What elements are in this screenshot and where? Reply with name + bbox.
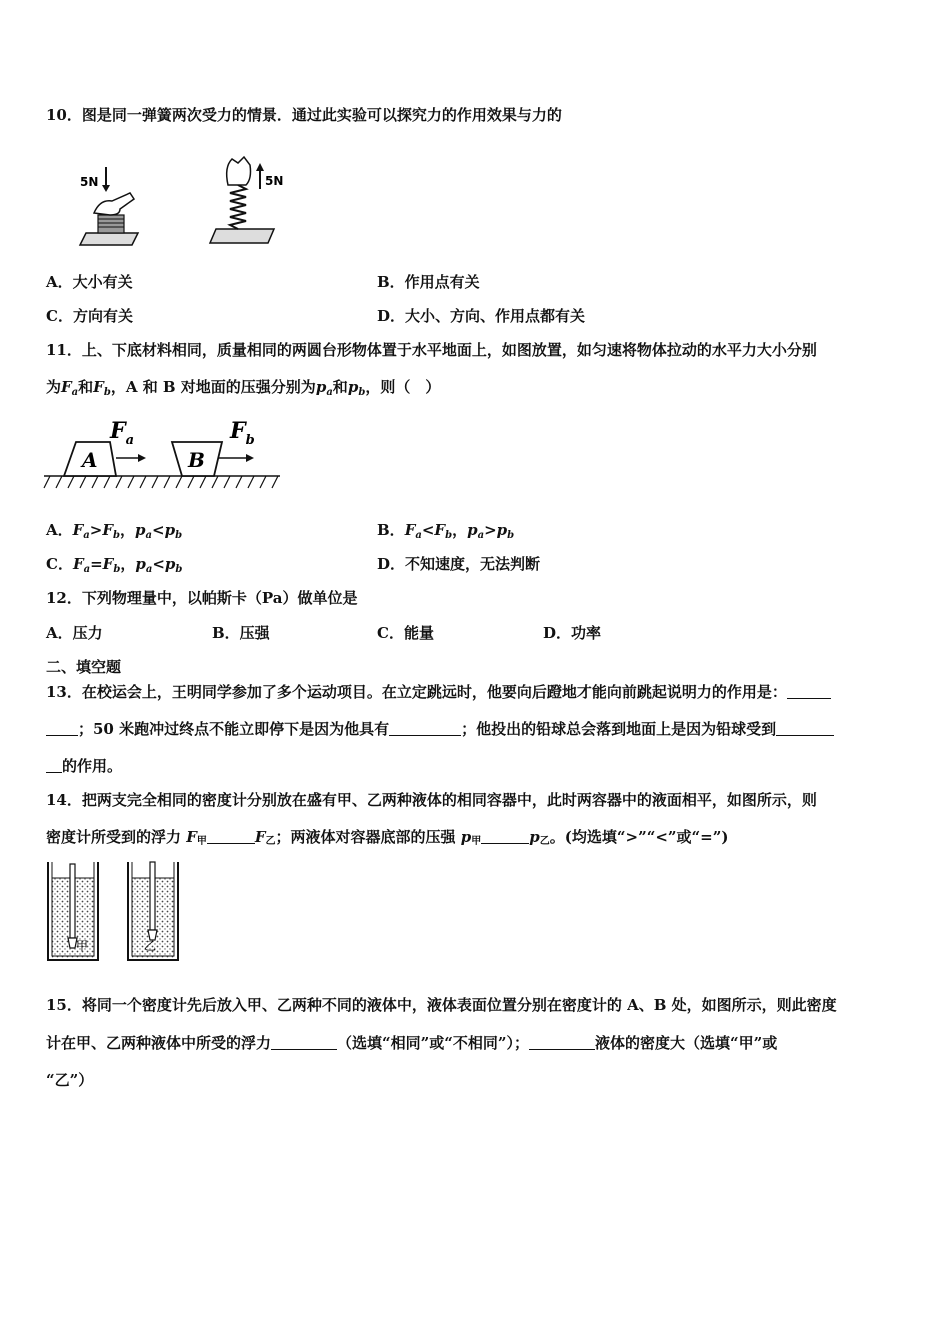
q10-option-d[interactable]: D．大小、方向、作用点都有关 <box>377 307 586 325</box>
q13-blank-1-cont[interactable] <box>46 721 78 736</box>
q11-stem-line1: 11．上、下底材料相同，质量相同的两圆台形物体置于水平地面上，如图放置，如匀速将物体拉动的水平力大小分别 <box>46 341 817 359</box>
q13-line1: 13．在校运会上，王明同学参加了多个运动项目。在立定跳远时，他要向后蹬地才能向前跳起说明力的作用是： <box>46 681 831 702</box>
q11-force-b-label: $F_b$ <box>230 418 255 448</box>
q15-line3: “乙”） <box>46 1071 94 1089</box>
q14-blank-2[interactable] <box>481 829 529 844</box>
q10-option-b[interactable]: B．作用点有关 <box>377 273 480 291</box>
q15-line1: 15．将同一个密度计先后放入甲、乙两种不同的液体中，液体表面位置分别在密度计的 A、B 处，如图所示，则此密度 <box>46 996 837 1014</box>
q12-stem: 12．下列物理量中，以帕斯卡（Pa）做单位是 <box>46 589 358 607</box>
q13-line3: 的作用。 <box>46 755 122 776</box>
q12-option-c[interactable]: C．能量 <box>377 624 434 642</box>
q11-option-a[interactable]: A．$F_a>F_b$，$p_a<p_b$ <box>46 521 183 541</box>
q10-option-c[interactable]: C．方向有关 <box>46 307 133 325</box>
q10-stem: 10．图是同一弹簧两次受力的情景．通过此实验可以探究力的作用效果与力的 <box>46 106 562 124</box>
q11-option-c[interactable]: C．$F_a=F_b$，$p_a<p_b$ <box>46 555 183 575</box>
q12-option-d[interactable]: D．功率 <box>543 624 602 642</box>
q10-label-right: 5N <box>265 174 284 188</box>
q12-option-b[interactable]: B．压强 <box>212 624 270 642</box>
q11-option-d[interactable]: D．不知速度，无法判断 <box>377 555 541 573</box>
q11-stem-line2: 为$F_a$和$F_b$，A 和 B 对地面的压强分别为$p_a$和$p_b$，则（ ） <box>46 378 441 398</box>
q10-label-left: 5N <box>80 175 99 189</box>
q11-blocks-figure <box>44 414 280 494</box>
q13-blank-2[interactable] <box>389 721 461 736</box>
q14-blank-1[interactable] <box>207 829 255 844</box>
q13-line2: ；50 米跑冲过终点不能立即停下是因为他具有 ；他投出的铅球总会落到地面上是因为铅球受到 <box>46 718 834 739</box>
q15-line2: 计在甲、乙两种液体中所受的浮力 （选填“相同”或“不相同”）； 液体的密度大（选填“甲”或 <box>46 1034 778 1052</box>
q11-block-a-label: A <box>82 448 98 472</box>
q13-blank-3-cont[interactable] <box>46 758 62 773</box>
q15-blank-1[interactable] <box>271 1035 337 1050</box>
q14-line2: 密度计所受到的浮力 F甲 F乙；两液体对容器底部的压强 p甲 p乙。(均选填“>”“<”或“=”) <box>46 828 729 847</box>
q11-block-b-label: B <box>188 448 205 472</box>
q15-blank-2[interactable] <box>529 1035 595 1050</box>
q13-blank-1[interactable] <box>787 684 831 699</box>
q14-containers-figure <box>46 860 186 964</box>
q14-line1: 14．把两支完全相同的密度计分别放在盛有甲、乙两种液体的相同容器中，此时两容器中的液面相平，如图所示，则 <box>46 791 817 809</box>
q11-option-b[interactable]: B．$F_a<F_b$，$p_a>p_b$ <box>377 521 515 541</box>
q11-force-a-label: $F_a$ <box>110 418 135 448</box>
q10-option-a[interactable]: A．大小有关 <box>46 273 133 291</box>
section-title: 二、填空题 <box>46 658 122 676</box>
q14-label-yi: 乙 <box>144 939 157 953</box>
q12-option-a[interactable]: A．压力 <box>46 624 103 642</box>
q10-spring-figure <box>80 155 290 255</box>
q13-blank-3[interactable] <box>776 721 834 736</box>
q14-label-jia: 甲 <box>76 939 89 953</box>
